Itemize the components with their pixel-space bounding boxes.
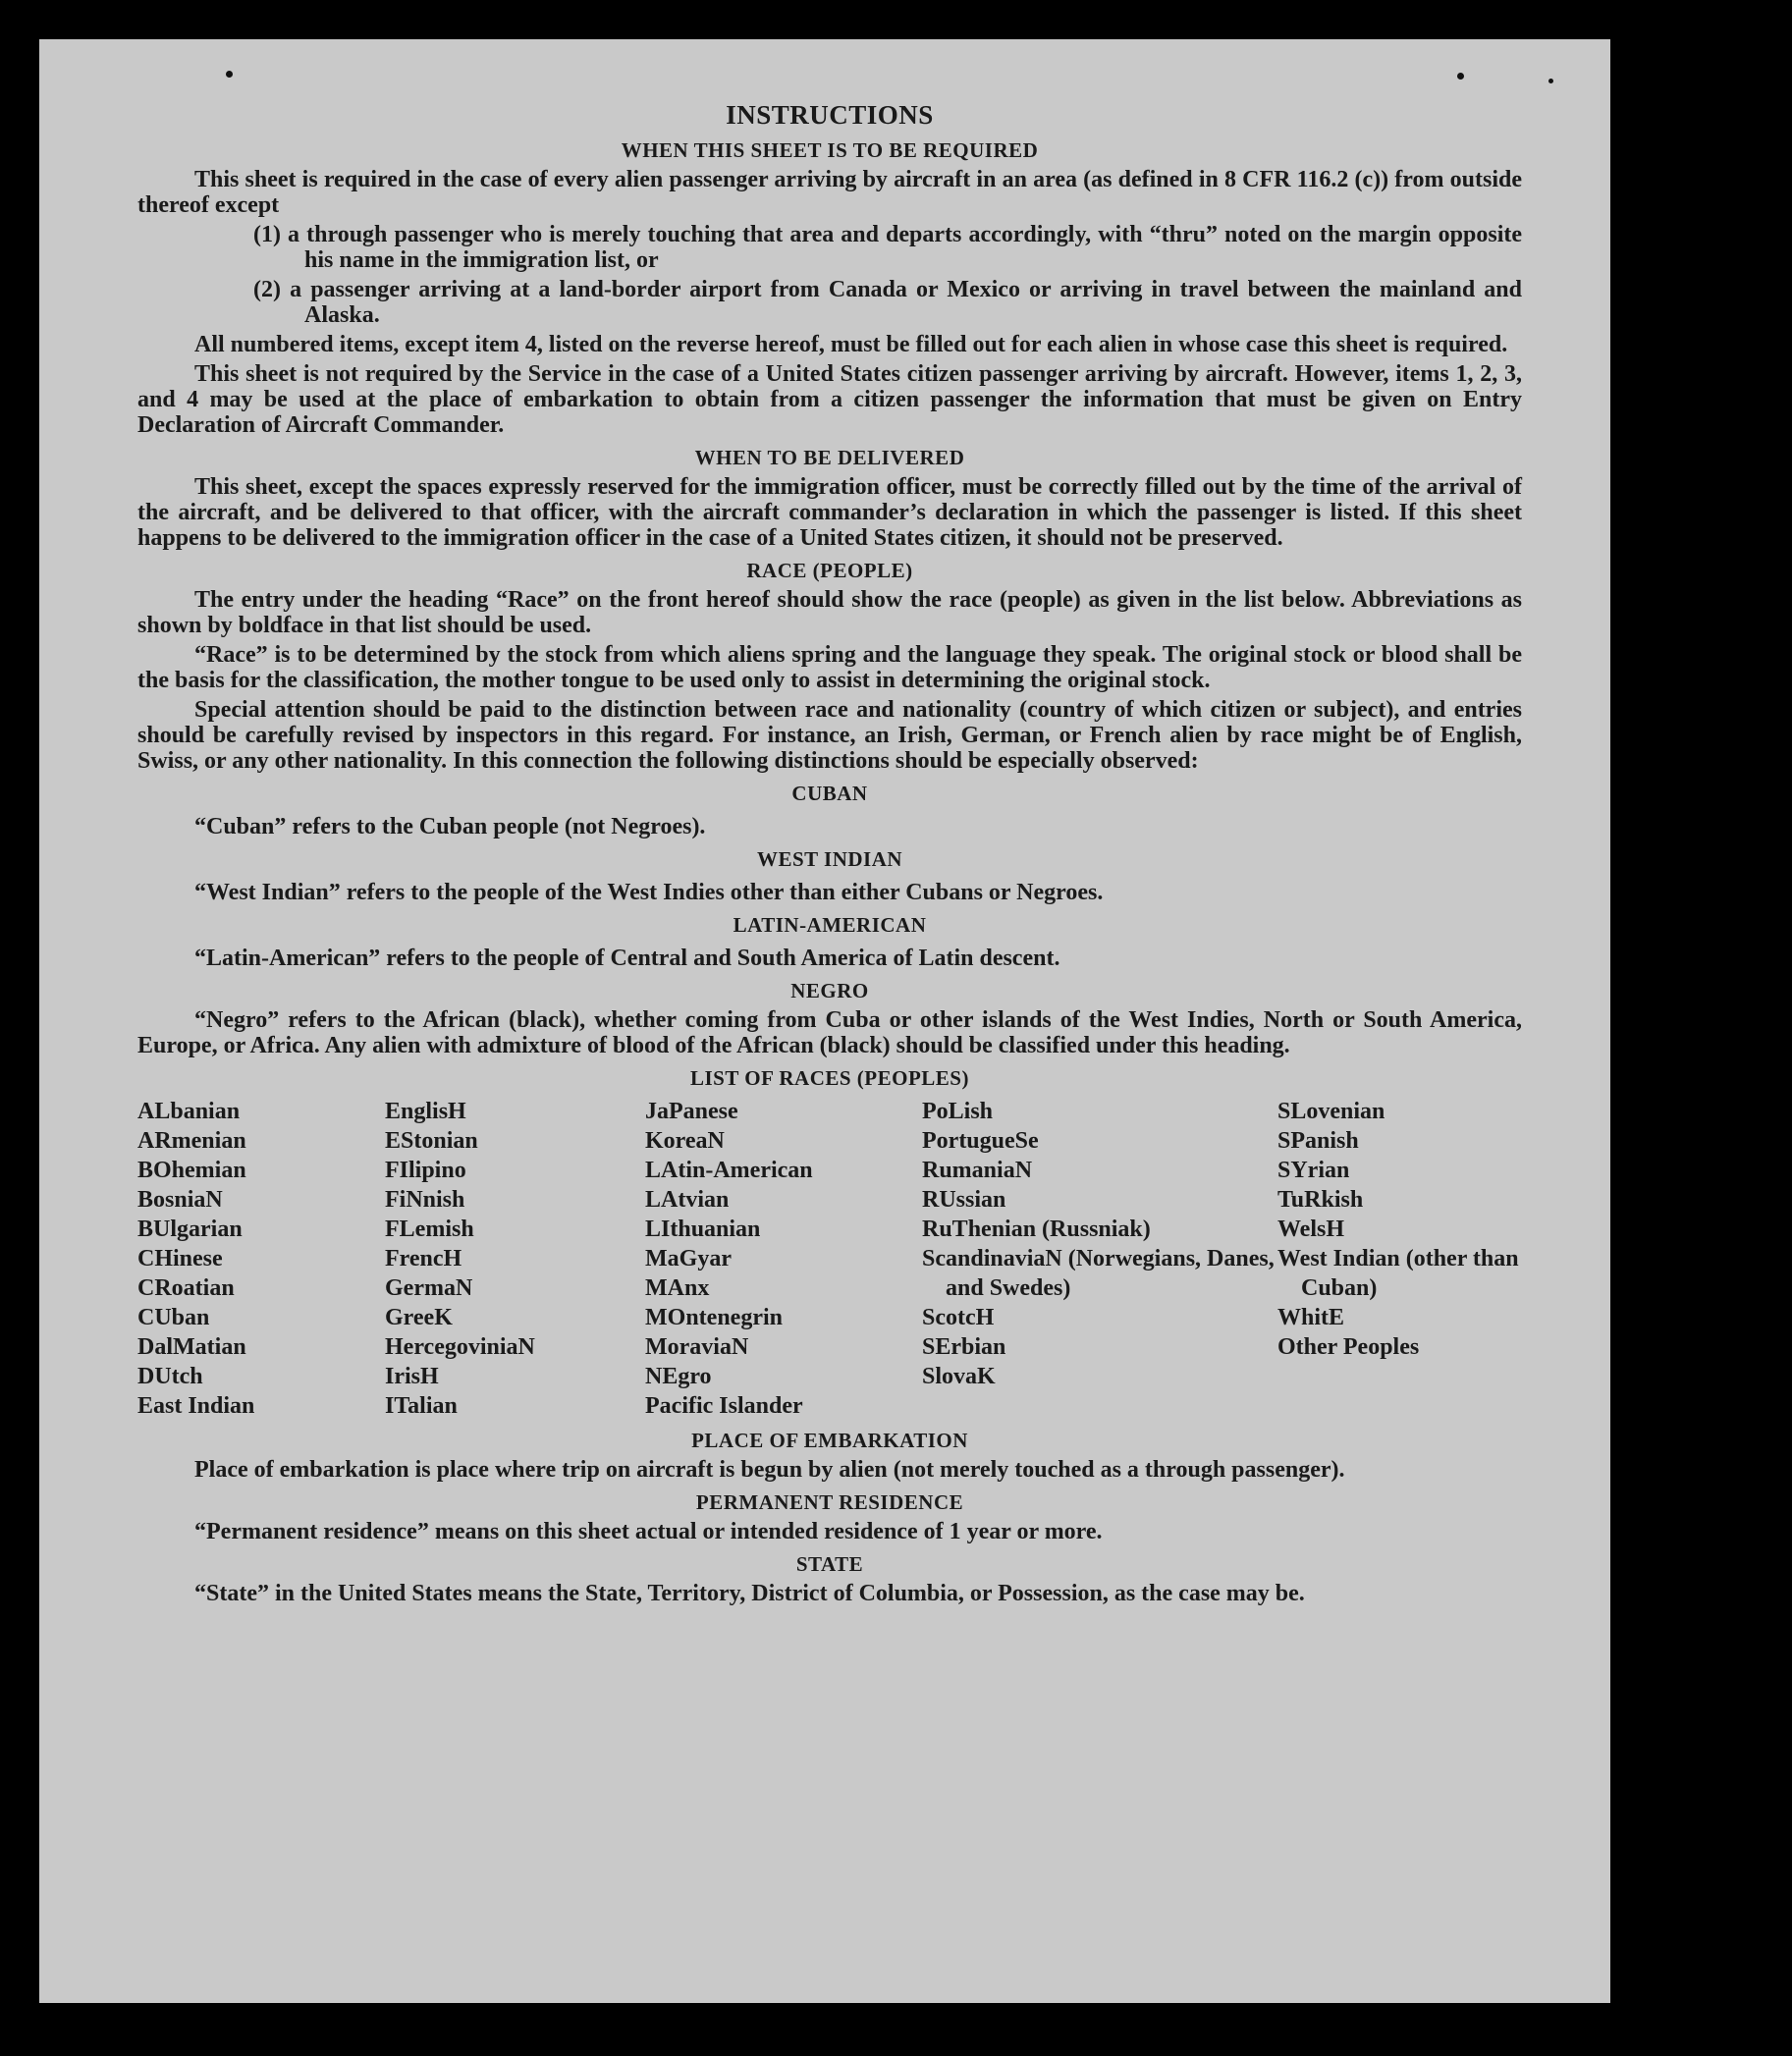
race-item: RuThenian (Russniak) xyxy=(922,1217,1151,1242)
paragraph: Special attention should be paid to the distinction between race and nationality (country of which citizen or subject), and entries should be carefully revised by inspectors in this regard. For instance, an Irish, German, or French alien by race might be of English, Swiss, or any other nationality. In this connection the following distinctions should be especially observed: xyxy=(137,697,1522,774)
paragraph: All numbered items, except item 4, listed on the reverse hereof, must be filled out for each alien in whose case this sheet is required. xyxy=(194,332,1508,357)
race-item: FiNnish xyxy=(385,1187,465,1213)
race-item: WhitE xyxy=(1277,1305,1345,1330)
race-item: East Indian xyxy=(137,1393,255,1419)
ink-spot xyxy=(1548,79,1553,83)
race-item: DUtch xyxy=(137,1364,203,1389)
race-item: RumaniaN xyxy=(922,1158,1033,1183)
race-item: PortugueSe xyxy=(922,1128,1039,1154)
definition-west-indian: “West Indian” refers to the people of the West Indies other than either Cubans or Negroes. xyxy=(194,880,1104,905)
race-item: SPanish xyxy=(1277,1128,1359,1154)
race-item: CRoatian xyxy=(137,1275,235,1301)
races-column xyxy=(1277,1097,1522,1421)
race-item: GreeK xyxy=(385,1305,453,1330)
race-item: Other Peoples xyxy=(1277,1334,1420,1360)
race-item: CHinese xyxy=(137,1246,223,1271)
races-column xyxy=(645,1097,922,1421)
race-item: DalMatian xyxy=(137,1334,246,1360)
section-heading-negro: NEGRO xyxy=(790,979,869,1002)
section-heading-state: STATE xyxy=(795,1552,864,1576)
races-column xyxy=(385,1097,645,1421)
race-item: HercegoviniaN xyxy=(385,1334,535,1360)
race-item: Pacific Islander xyxy=(645,1393,803,1419)
paragraph: This sheet is not required by the Service in the case of a United States citizen passenger arriving by aircraft. However, items 1, 2, 3, and 4 may be used at the place of embarkation to obtain from a citizen passenger the information that must be given on Entry Declaration of Aircraft Commander. xyxy=(137,361,1522,438)
races-list xyxy=(137,1097,1522,1421)
race-item: IrisH xyxy=(385,1364,439,1389)
race-item: CUban xyxy=(137,1305,210,1330)
paragraph: Place of embarkation is place where trip on aircraft is begun by alien (not merely touched as a through passenger). xyxy=(194,1457,1345,1483)
race-item: FIlipino xyxy=(385,1158,466,1183)
race-item: West Indian (other than Cuban) xyxy=(1277,1246,1519,1301)
paragraph: “Race” is to be determined by the stock from which aliens spring and the language they speak. The original stock or blood shall be the basis for the classification, the mother tongue to be used only to assist in determining the original stock. xyxy=(137,642,1522,693)
race-item: TuRkish xyxy=(1277,1187,1364,1213)
section-heading-list-of-races: LIST OF RACES (PEOPLES) xyxy=(690,1066,969,1090)
race-item: RUssian xyxy=(922,1187,1006,1213)
race-item: ITalian xyxy=(385,1393,458,1419)
race-item: NEgro xyxy=(645,1364,712,1389)
list-item: (1) a through passenger who is merely touching that area and departs accordingly, with “thru” noted on the margin opposite his name in the immigration list, or xyxy=(253,222,1522,273)
race-item: BOhemian xyxy=(137,1158,246,1183)
definition-latin-american: “Latin-American” refers to the people of Central and South America of Latin descent. xyxy=(194,946,1060,971)
race-item: SlovaK xyxy=(922,1364,996,1389)
race-item: FrencH xyxy=(385,1246,462,1271)
race-item: BosniaN xyxy=(137,1187,223,1213)
ink-spot xyxy=(226,71,233,78)
race-item: PoLish xyxy=(922,1099,994,1124)
race-item: MOntenegrin xyxy=(645,1305,783,1330)
section-heading-latin-american: LATIN-AMERICAN xyxy=(733,913,927,937)
race-item: LAtvian xyxy=(645,1187,730,1213)
race-item: ALbanian xyxy=(137,1099,241,1124)
section-heading-race: RACE (PEOPLE) xyxy=(746,559,913,582)
paragraph: “Permanent residence” means on this sheet actual or intended residence of 1 year or more. xyxy=(194,1519,1103,1544)
race-item: LIthuanian xyxy=(645,1217,761,1242)
race-item: FLemish xyxy=(385,1217,474,1242)
section-heading-when-required: WHEN THIS SHEET IS TO BE REQUIRED xyxy=(621,138,1039,162)
ink-spot xyxy=(1457,73,1464,80)
race-item: GermaN xyxy=(385,1275,473,1301)
race-item: ScandinaviaN (Norwegians, Danes, and Swedes) xyxy=(922,1246,1275,1301)
race-item: WelsH xyxy=(1277,1217,1345,1242)
paragraph: This sheet is required in the case of every alien passenger arriving by aircraft in an area (as defined in 8 CFR 116.2 (c)) from outside thereof except xyxy=(137,167,1522,218)
paragraph: The entry under the heading “Race” on the front hereof should show the race (people) as given in the list below. Abbreviations as shown by boldface in that list should be used. xyxy=(137,587,1522,638)
list-item: (2) a passenger arriving at a land-border airport from Canada or Mexico or arriving in travel between the mainland and Alaska. xyxy=(253,277,1522,328)
document-page xyxy=(39,39,1610,2003)
race-item: EStonian xyxy=(385,1128,478,1154)
race-item: SLovenian xyxy=(1277,1099,1385,1124)
race-item: ARmenian xyxy=(137,1128,246,1154)
race-item: MAnx xyxy=(645,1275,710,1301)
paragraph: This sheet, except the spaces expressly reserved for the immigration officer, must be correctly filled out by the time of the arrival of the aircraft, and be delivered to that officer, with the aircraft commander’s declaration in which the passenger is listed. If this sheet happens to be delivered to the immigration officer in the case of a United States citizen, it should not be preserved. xyxy=(137,474,1522,551)
definition-negro: “Negro” refers to the African (black), whether coming from Cuba or other islands of the West Indies, North or South America, Europe, or Africa. Any alien with admixture of blood of the African (black) should be classified under this heading. xyxy=(137,1007,1522,1058)
race-item: JaPanese xyxy=(645,1099,738,1124)
races-column xyxy=(922,1097,1277,1421)
section-heading-west-indian: WEST INDIAN xyxy=(756,847,903,871)
race-item: EnglisH xyxy=(385,1099,466,1124)
section-heading-residence: PERMANENT RESIDENCE xyxy=(695,1490,964,1514)
race-item: ScotcH xyxy=(922,1305,995,1330)
race-item: LAtin-American xyxy=(645,1158,813,1183)
section-heading-when-delivered: WHEN TO BE DELIVERED xyxy=(694,446,965,469)
race-item: MaGyar xyxy=(645,1246,732,1271)
race-item: MoraviaN xyxy=(645,1334,749,1360)
race-item: SErbian xyxy=(922,1334,1006,1360)
race-item: BUlgarian xyxy=(137,1217,243,1242)
section-heading-embarkation: PLACE OF EMBARKATION xyxy=(691,1429,968,1452)
race-item: KoreaN xyxy=(645,1128,725,1154)
race-item: SYrian xyxy=(1277,1158,1350,1183)
document-title: INSTRUCTIONS xyxy=(726,100,934,130)
paragraph: “State” in the United States means the State, Territory, District of Columbia, or Possession, as the case may be. xyxy=(194,1581,1305,1606)
definition-cuban: “Cuban” refers to the Cuban people (not Negroes). xyxy=(194,814,706,839)
races-column xyxy=(137,1097,385,1421)
section-heading-cuban: CUBAN xyxy=(791,782,868,805)
